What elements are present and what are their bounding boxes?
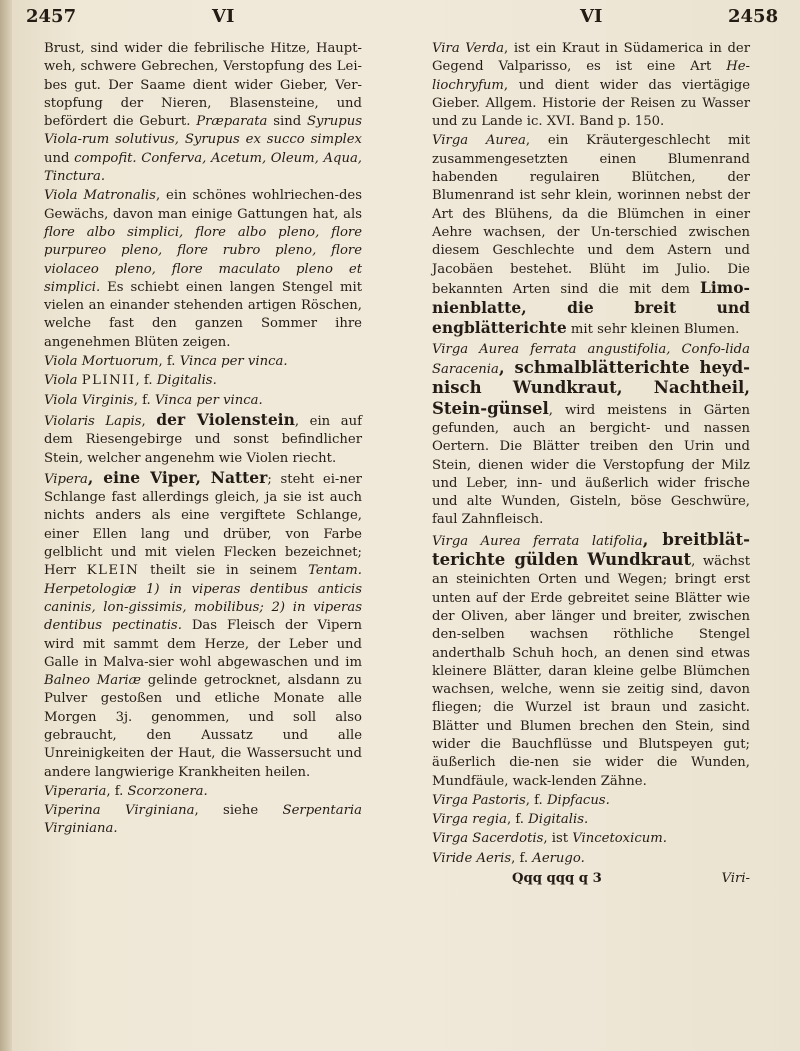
entry-viperina-virginiana (44, 802, 362, 839)
entry-text: mit sehr kleinen Blumen. (570, 322, 740, 338)
entry-crossref: Dipfacus. (546, 792, 610, 808)
printer-signature-mark: Qqq qqq q 3 (512, 871, 602, 887)
entry-text: , f. (106, 783, 124, 799)
entry-text: , f. (158, 354, 176, 370)
entry-latin: flore albo simplici, flore albo pleno, flore purpureo pleno, flore rubro pleno, flore violaceo pleno, flore maculato pleno et simplici. (44, 224, 362, 295)
entry-author: PLINII (81, 373, 136, 389)
entry-headword: Virga Pastoris (432, 792, 526, 808)
entry-german-name: , eine Viper, Natter (87, 467, 268, 487)
page-number-left: 2457 (26, 6, 77, 27)
entry-latin: Balneo Mariæ (44, 673, 142, 689)
entry-headword: Virga Aurea ferrata latifolia (432, 533, 643, 549)
entry-text: Brust, sind wider die febrilische Hitze, Haupt-weh, schwere Gebrechen, Verstopfung des Lei-bes gut. Der Saame dient wider Gieber, Ver-stopfung der Nieren, Blasensteine, und befördert die Geburt. (44, 41, 362, 130)
entry-viride-aeris (432, 850, 750, 868)
column-heading-right: VI (580, 6, 603, 27)
entry-text: , f. (525, 792, 543, 808)
entry-crossref: Serpentaria Virginiana. (44, 803, 362, 837)
entry-viola-plinii (44, 372, 362, 390)
entry-viola-matronalis (44, 187, 362, 352)
entry-vipera (44, 469, 362, 782)
entry-text: , siehe (194, 803, 259, 819)
entry-viola-virginis (44, 392, 362, 410)
entry-crossref: Scorzonera. (127, 783, 208, 799)
entry-crossref: Vincetoxicum. (572, 831, 667, 847)
entry-text: theilt sie in seinem (150, 563, 298, 579)
entry-dose: 3j. (115, 709, 133, 725)
left-column (44, 40, 362, 839)
entry-crossref: Digitalis. (156, 373, 217, 389)
entry-text: , f. (511, 850, 529, 866)
entry-headword: Virga regia (432, 812, 507, 828)
entry-german-name: , schmalblätterichte heyd-nisch Wundkraut, Nachtheil, Stein-günsel (432, 358, 750, 418)
entry-viperaria (44, 783, 362, 801)
entry-german-name: der Violenstein (156, 409, 295, 429)
entry-headword: Viola (44, 373, 78, 389)
entry-viola-mortuorum (44, 353, 362, 371)
entry-headword: Violaris Lapis (44, 413, 142, 429)
catchword: Viri- (721, 871, 750, 887)
page-binding-edge (0, 0, 12, 1051)
entry-text: , f. (133, 392, 151, 408)
entry-text: genommen, und soll also gebraucht, den Aussatz und alle Unreinigkeiten der Haut, die Wassersucht und andere langwierige Krankheiten heilen. (44, 709, 362, 780)
entry-text: , wächst an steinichten Orten und Wegen; bringt erst unten auf der Erde gebreitet seine Blätter wie der Oliven, aber länger und breiter, zwischen den-selben wachsen röthliche Stengel anderthalb Schuh hoch, an denen sind etwas kleinere Blätter, daran kleine gelbe Blümchen wachsen, welche, wenn sie zeitig sind, davon fliegen; die Wurzel ist braun und zasicht. Blätter und Blumen brechen den Stein, sind wider die Bauchflüsse und Blutspeyen gut; äußerlich die-nen sie wider die Wunden, Mundfäule, wack-lenden Zähne. (432, 554, 750, 789)
column-heading-left: VI (212, 6, 235, 27)
entry-violaris-lapis: Violaris Lapis, der Violenstein, ein auf dem Riesengebirge und sonst befindlicher Stein, welcher angenehm wie Violen riecht. (44, 409, 362, 466)
entry-text: , und dient wider das viertägige Gieber. Allgem. Historie der Reisen zu Wasser und zu Lande ic. XVI. Band p. 150. (432, 77, 750, 130)
entry-latin: He-liochryfum (432, 59, 750, 93)
entry-text: , ist ein Kraut in Südamerica in der Gegend Valparisso, es ist eine Art (432, 41, 750, 75)
entry-headword: Viola Matronalis (44, 188, 156, 204)
entry-latin: Syrupus Viola-rum solutivus, Syrupus ex succo simplex (44, 114, 363, 148)
entry-latin: Præparata (196, 114, 268, 130)
entry-virga-aurea (432, 132, 750, 339)
entry-latin: Tentam. Herpetologiæ 1) in viperas dentibus anticis caninis, lon-gissimis, mobilibus; 2) in viperas dentibus pectinatis. (44, 563, 362, 634)
entry-text: , wird meistens in Gärten gefunden, auch an bergicht- und nassen Oertern. Die Blätter treiben den Urin und Stein, dienen wider die Verstopfung der Milz und Leber, inn- und äußerlich wider frische und alte Wunden, Gisteln, böse Geschwüre, faul Zahnfleisch. (432, 402, 750, 528)
entry-text: ; steht ei-ner Schlange fast allerdings gleich, ja sie ist auch nichts anders als eine vergiftete Schlange, einer Ellen lang und drüber, von Farbe gelblicht und mit vielen Flecken bezeichnet; Herr (44, 471, 362, 579)
entry-text: , f. (135, 373, 153, 389)
page-footer-line (432, 870, 750, 888)
entry-headword: Vipera (44, 471, 88, 487)
entry-text: , ist (543, 831, 569, 847)
right-column (432, 40, 750, 888)
entry-text: gelinde getrocknet, alsdann zu Pulver gestoßen und etliche Monate alle Morgen (44, 673, 362, 725)
entry-headword: Virga Aurea ferrata angustifolia, Confo-lida Saracenia (432, 341, 750, 378)
entry-crossref: Digitalis. (528, 812, 589, 828)
entry-virga-aurea-angustifolia (432, 341, 750, 530)
entry-text: sind (273, 114, 302, 130)
entry-german-name: Limo-nienblatte, die breit und engblätterichte (432, 277, 750, 338)
entry-text: , f. (506, 812, 524, 828)
entry-headword: Viperaria (44, 783, 107, 799)
entry-headword: Viride Aeris (432, 850, 512, 866)
entry-crossref: Vinca per vinca. (154, 392, 263, 408)
page-number-right: 2458 (728, 6, 779, 27)
entry-headword: Virga Sacerdotis (432, 831, 544, 847)
entry-text: und (44, 150, 70, 166)
entry-continuation (44, 40, 362, 186)
entry-headword: Viola Virginis (44, 392, 134, 408)
entry-virga-sacerdotis (432, 830, 750, 848)
entry-text: , ein Kräutergeschlecht mit zusammengesetzten einen Blumenrand habenden regulairen Blütchen, der Blumenrand ist sehr klein, worinnen nebst der Art des Blühens, da die Blümchen in einer Aehre wachsen, der Un-terschied zwischen diesem Geschlechte und dem Astern und Jacobäen bestehet. Blüht im Julio. Die bekannten Arten sind die mit dem (432, 133, 750, 297)
entry-crossref: Aerugo. (532, 850, 585, 866)
entry-virga-regia (432, 811, 750, 829)
entry-vira-verda (432, 40, 750, 131)
entry-author: KLEIN (86, 563, 140, 579)
entry-latin: compofit. Conferva, Acetum, Oleum, Aqua, Tinctura. (44, 150, 362, 185)
entry-text: , ein schönes wohlriechen-des Gewächs, davon man einige Gattungen hat, als (44, 188, 362, 222)
entry-headword: Viperina Virginiana (44, 803, 195, 819)
entry-crossref: Vinca per vinca. (179, 354, 288, 370)
entry-german-name: , breitblät-terichte gülden Wundkraut (432, 529, 750, 570)
entry-headword: Viola Mortuorum (44, 354, 159, 370)
entry-virga-aurea-latifolia (432, 531, 750, 791)
entry-headword: Vira Verda (432, 41, 505, 56)
entry-text: , ein auf dem Riesengebirge und sonst befindlicher Stein, welcher angenehm wie Violen riecht. (44, 413, 362, 466)
entry-virga-pastoris (432, 792, 750, 810)
entry-text: Es schiebt einen langen Stengel mit vielen an einander stehenden artigen Röschen, welche fast den ganzen Sommer ihre angenehmen Blüten zeigen. (44, 279, 362, 350)
entry-text: Das Fleisch der Vipern wird mit sammt dem Herze, der Leber und Galle in Malva-sier wohl abgewaschen und im (44, 618, 363, 670)
entry-headword: Virga Aurea (432, 133, 526, 149)
